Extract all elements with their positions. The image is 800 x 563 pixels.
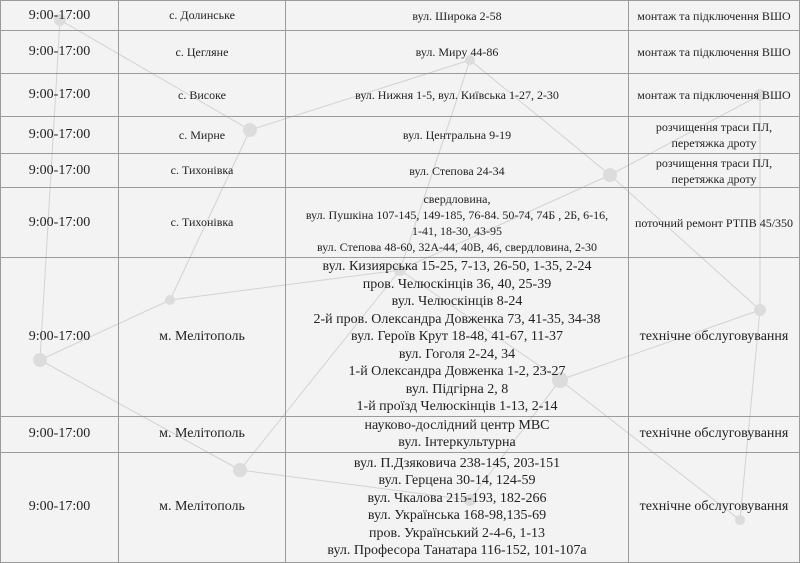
- street-line: 1-й Олександра Довженка 1-2, 23-27: [348, 364, 566, 379]
- streets-cell: [286, 74, 629, 117]
- work-type-cell: [629, 416, 800, 452]
- work-line: монтаж та підключення ВШО: [637, 45, 791, 59]
- table-row: [1, 188, 800, 258]
- time-cell: 9:00-17:00: [1, 31, 119, 74]
- work-line: розчищення траси ПЛ,: [655, 120, 773, 134]
- time-cell: 9:00-17:00: [1, 188, 119, 258]
- work-line: технічне обслуговування: [639, 328, 789, 344]
- work-line: поточний ремонт РТПВ 45/350: [634, 215, 794, 230]
- street-line: вул. Інтеркультурна: [398, 435, 516, 450]
- work-line: технічне обслуговування: [639, 499, 789, 514]
- street-line: науково-дослідний центр МВС: [364, 417, 550, 433]
- work-line: монтаж та підключення ВШО: [637, 88, 791, 102]
- street-line: вул. Герцена 30-14, 124-59: [378, 473, 536, 488]
- street-line: вул. П.Дзяковича 238-145, 203-151: [353, 455, 561, 471]
- street-line: вул. Челюскінців 8-24: [391, 294, 523, 309]
- work-type-cell: [629, 188, 800, 258]
- street-line: 2-й пров. Олександра Довженка 73, 41-35, 34-38: [313, 311, 601, 327]
- street-line: свердловина,: [423, 191, 491, 206]
- table-row: [1, 1, 800, 31]
- street-line: вул. Степова 24-34: [409, 163, 505, 178]
- settlement-cell: с. Мирне: [119, 117, 286, 154]
- street-line: вул. Пушкіна 107-145, 149-185, 76-84. 50-74, 74Б , 2Б, 6-16,: [305, 207, 609, 222]
- street-line: вул. Нижня 1-5, вул. Київська 1-27, 2-30: [355, 88, 559, 102]
- street-line: вул. Центральна 9-19: [402, 128, 512, 142]
- streets-cell: [286, 1, 629, 31]
- streets-cell: [286, 258, 629, 417]
- streets-cell: [286, 452, 629, 562]
- street-line: вул. Чкалова 215-193, 182-266: [367, 490, 547, 506]
- settlement-cell: с. Тихонівка: [119, 188, 286, 258]
- time-cell: 9:00-17:00: [1, 452, 119, 562]
- work-type-cell: [629, 74, 800, 117]
- street-line: 1-й проїзд Челюскінців 1-13, 2-14: [356, 399, 558, 414]
- settlement-cell: м. Мелітополь: [119, 416, 286, 452]
- streets-cell: [286, 188, 629, 258]
- settlement-cell: с. Цегляне: [119, 31, 286, 74]
- time-cell: 9:00-17:00: [1, 416, 119, 452]
- street-line: пров. Челюскінців 36, 40, 25-39: [362, 276, 552, 292]
- settlement-cell: с. Долинське: [119, 1, 286, 31]
- work-line: монтаж та підключення ВШО: [637, 8, 791, 23]
- table-row: [1, 74, 800, 117]
- street-line: вул. Українська 168-98,135-69: [367, 508, 547, 523]
- table-row: [1, 416, 800, 452]
- time-cell: 9:00-17:00: [1, 1, 119, 31]
- work-line: розчищення траси ПЛ,: [655, 155, 773, 170]
- table-row: [1, 154, 800, 188]
- street-line: вул. Підгірна 2, 8: [405, 381, 509, 397]
- settlement-cell: с. Тихонівка: [119, 154, 286, 188]
- streets-cell: [286, 117, 629, 154]
- street-line: пров. Український 2-4-6, 1-13: [368, 525, 546, 541]
- work-type-cell: [629, 117, 800, 154]
- time-cell: 9:00-17:00: [1, 117, 119, 154]
- streets-cell: [286, 154, 629, 188]
- street-line: вул. Широка 2-58: [412, 8, 502, 23]
- work-type-cell: [629, 31, 800, 74]
- table-row: [1, 258, 800, 417]
- street-line: вул. Професора Танатара 116-152, 101-107а: [327, 543, 587, 558]
- work-line: технічне обслуговування: [639, 426, 789, 441]
- work-type-cell: [629, 258, 800, 417]
- street-line: вул. Степова 48-60, 32А-44, 40В, 46, свердловина, 2-30: [316, 239, 598, 254]
- work-type-cell: [629, 1, 800, 31]
- streets-cell: [286, 416, 629, 452]
- time-cell: 9:00-17:00: [1, 258, 119, 417]
- table-row: [1, 452, 800, 562]
- street-line: вул. Гоголя 2-24, 34: [398, 346, 516, 362]
- time-cell: 9:00-17:00: [1, 154, 119, 188]
- time-cell: 9:00-17:00: [1, 74, 119, 117]
- table-row: [1, 117, 800, 154]
- work-line: перетяжка дроту: [671, 136, 757, 150]
- work-type-cell: [629, 452, 800, 562]
- work-type-cell: [629, 154, 800, 188]
- settlement-cell: с. Високе: [119, 74, 286, 117]
- street-line: вул. Героїв Крут 18-48, 41-67, 11-37: [351, 329, 563, 344]
- work-line: перетяжка дроту: [671, 171, 757, 186]
- street-line: вул. Кизиярська 15-25, 7-13, 26-50, 1-35, 2-24: [322, 259, 592, 274]
- street-line: вул. Миру 44-86: [415, 45, 499, 59]
- settlement-cell: м. Мелітополь: [119, 258, 286, 417]
- settlement-cell: м. Мелітополь: [119, 452, 286, 562]
- table-row: [1, 31, 800, 74]
- street-line: 1-41, 18-30, 43-95: [412, 223, 502, 238]
- streets-cell: [286, 31, 629, 74]
